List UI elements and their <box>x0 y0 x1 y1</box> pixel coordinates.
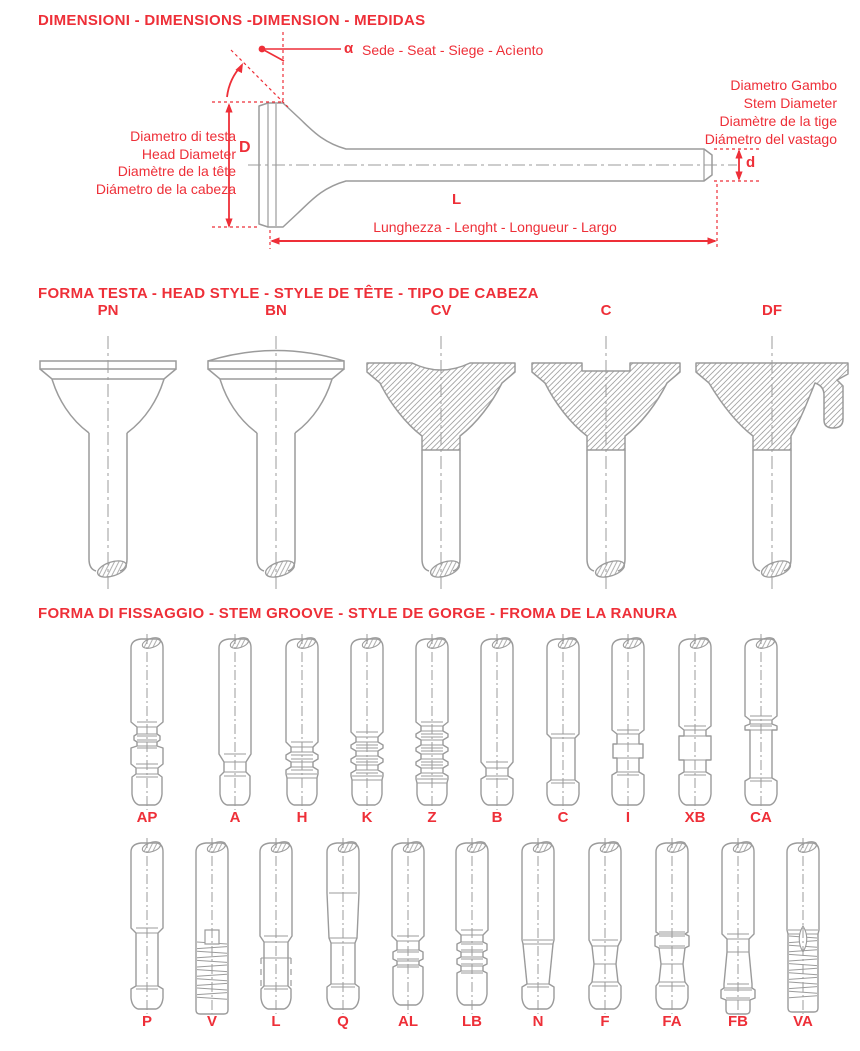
stem-label-LB: LB <box>462 1013 482 1030</box>
stem-label-H: H <box>296 809 308 826</box>
head-diameter-labels <box>38 128 236 198</box>
stem-figure-H <box>286 634 318 810</box>
head-label-PN: PN <box>97 302 119 319</box>
stem-label-XB: XB <box>684 809 706 826</box>
dim-L: L <box>452 191 462 208</box>
stem-label-B: B <box>491 809 503 826</box>
stem-figure-L <box>260 838 292 1014</box>
stem-label-AL: AL <box>398 1013 418 1030</box>
stem-figure-CA <box>745 634 777 810</box>
stem-label-K: K <box>361 809 373 826</box>
stem-figure-AP <box>131 634 163 810</box>
stem-label-P: P <box>141 1013 152 1030</box>
stem-label-I: I <box>625 809 631 826</box>
head-label-C: C <box>600 302 612 319</box>
head-style-figures <box>0 333 860 603</box>
stem-label-A: A <box>229 809 241 826</box>
stem-figure-FB <box>721 838 755 1014</box>
stem-figure-N <box>522 838 554 1014</box>
dimensions-title: DIMENSIONI - DIMENSIONS -DIMENSION - MEDIDAS <box>38 12 426 29</box>
stem-label-F: F <box>600 1013 610 1030</box>
length-label: Lunghezza - Lenght - Longueur - Largo <box>373 219 617 235</box>
stem-label-V: V <box>206 1013 217 1030</box>
stem-figure-F <box>589 838 621 1014</box>
head-label-CV: CV <box>430 302 452 319</box>
stem-label-L: L <box>271 1013 281 1030</box>
dim-d: d <box>746 154 756 171</box>
stem-diameter-labels <box>637 76 837 148</box>
head-label-DF: DF <box>762 302 782 319</box>
stem-figure-VA <box>787 838 819 1014</box>
stem-figure-XB <box>679 634 711 810</box>
stem-diameter-line: Stem Diameter <box>743 95 837 111</box>
stem-label-C: C <box>557 809 569 826</box>
stem-diameter-line: Diamètre de la tige <box>719 113 837 129</box>
stem-groove-row2-figures <box>0 838 860 1018</box>
seat-label: Sede - Seat - Siege - Acìento <box>362 42 544 58</box>
head-figure-PN <box>40 336 176 591</box>
stem-figure-C <box>547 634 579 810</box>
head-figure-C <box>532 336 680 591</box>
stem-label-Q: Q <box>337 1013 349 1030</box>
stem-figure-V <box>196 838 228 1014</box>
stem-figure-I <box>612 634 644 810</box>
head-diameter-line: Head Diameter <box>141 145 236 162</box>
stem-figure-AL <box>392 838 424 1014</box>
stem-figure-K <box>351 634 383 810</box>
stem-figure-Q <box>327 838 359 1014</box>
stem-figure-FA <box>655 838 689 1014</box>
stem-label-FA: FA <box>662 1013 682 1030</box>
head-diameter-line: Diamètre de la tête <box>117 163 236 179</box>
stem-figure-Z <box>416 634 448 810</box>
head-style-title: FORMA TESTA - HEAD STYLE - STYLE DE TÊTE - TIPO DE CABEZA <box>38 285 539 302</box>
stem-diameter-line: Diámetro del vastago <box>704 131 837 147</box>
stem-figure-A <box>219 634 251 810</box>
head-diameter-line: Diámetro de la cabeza <box>95 180 236 197</box>
stem-label-Z: Z <box>427 809 437 826</box>
stem-figure-P <box>131 838 163 1014</box>
head-figure-CV <box>367 336 515 591</box>
stem-label-CA: CA <box>750 809 772 826</box>
stem-label-FB: FB <box>728 1013 748 1030</box>
head-figure-BN <box>208 336 344 591</box>
stem-diameter-line: Diametro Gambo <box>730 77 837 93</box>
stem-label-N: N <box>532 1013 544 1030</box>
alpha-symbol: α <box>344 40 354 57</box>
stem-figure-B <box>481 634 513 810</box>
stem-figure-LB <box>456 838 488 1014</box>
head-figure-DF <box>696 336 848 591</box>
stem-label-VA: VA <box>793 1013 813 1030</box>
head-diameter-line: Diametro di testa <box>130 128 236 144</box>
head-label-BN: BN <box>265 302 287 319</box>
stem-label-AP: AP <box>136 809 158 826</box>
dim-D: D <box>239 139 251 156</box>
stem-groove-title: FORMA DI FISSAGGIO - STEM GROOVE - STYLE DE GORGE - FROMA DE LA RANURA <box>38 605 678 622</box>
stem-groove-row1-figures <box>0 634 860 814</box>
